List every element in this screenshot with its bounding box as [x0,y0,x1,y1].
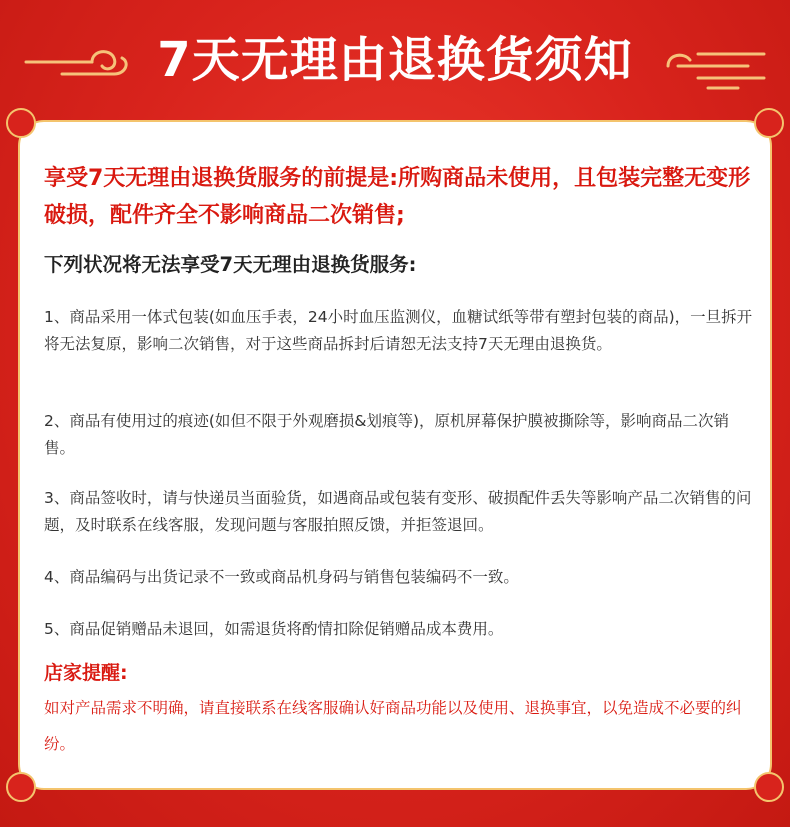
list-item: 5、商品促销赠品未退回，如需退货将酌情扣除促销赠品成本费用。 [44,620,504,638]
reminder-text: 如对产品需求不明确，请直接联系在线客服确认好商品功能以及使用、退换事宜，以免造成不必要的纠纷。 [44,699,742,753]
list-item: 1、商品采用一体式包装(如血压手表，24小时血压监测仪，血糖试纸等带有塑封包装的商品)，一旦拆开将无法复原，影响二次销售，对于这些商品拆封后请恕无法支持7天无理由退换货。 [44,308,753,353]
list-item: 3、商品签收时，请与快递员当面验货，如遇商品或包装有变形、破损配件丢失等影响产品二次销售的问题，及时联系在线客服，发现问题与客服拍照反馈，并拒签退回。 [44,489,752,534]
page-title: 7天无理由退换货须知 [157,32,633,88]
card-corner-notch [6,108,36,138]
notice-intro: 享受7天无理由退换货服务的前提是:所购商品未使用，且包装完整无变形破损，配件齐全不影响商品二次销售; [44,166,751,228]
notice-subheading: 下列状况将无法享受7天无理由退换货服务: [44,253,417,276]
card-corner-notch [6,772,36,802]
list-item: 4、商品编码与出货记录不一致或商品机身码与销售包装编码不一致。 [44,568,519,586]
notice-card-frame [18,120,772,790]
notice-card [18,120,772,790]
card-corner-notch [754,772,784,802]
reminder-title: 店家提醒: [44,662,128,684]
list-item: 2、商品有使用过的痕迹(如但不限于外观磨损&划痕等)，原机屏幕保护膜被撕除等，影响商品二次销售。 [44,412,730,457]
card-corner-notch [754,108,784,138]
